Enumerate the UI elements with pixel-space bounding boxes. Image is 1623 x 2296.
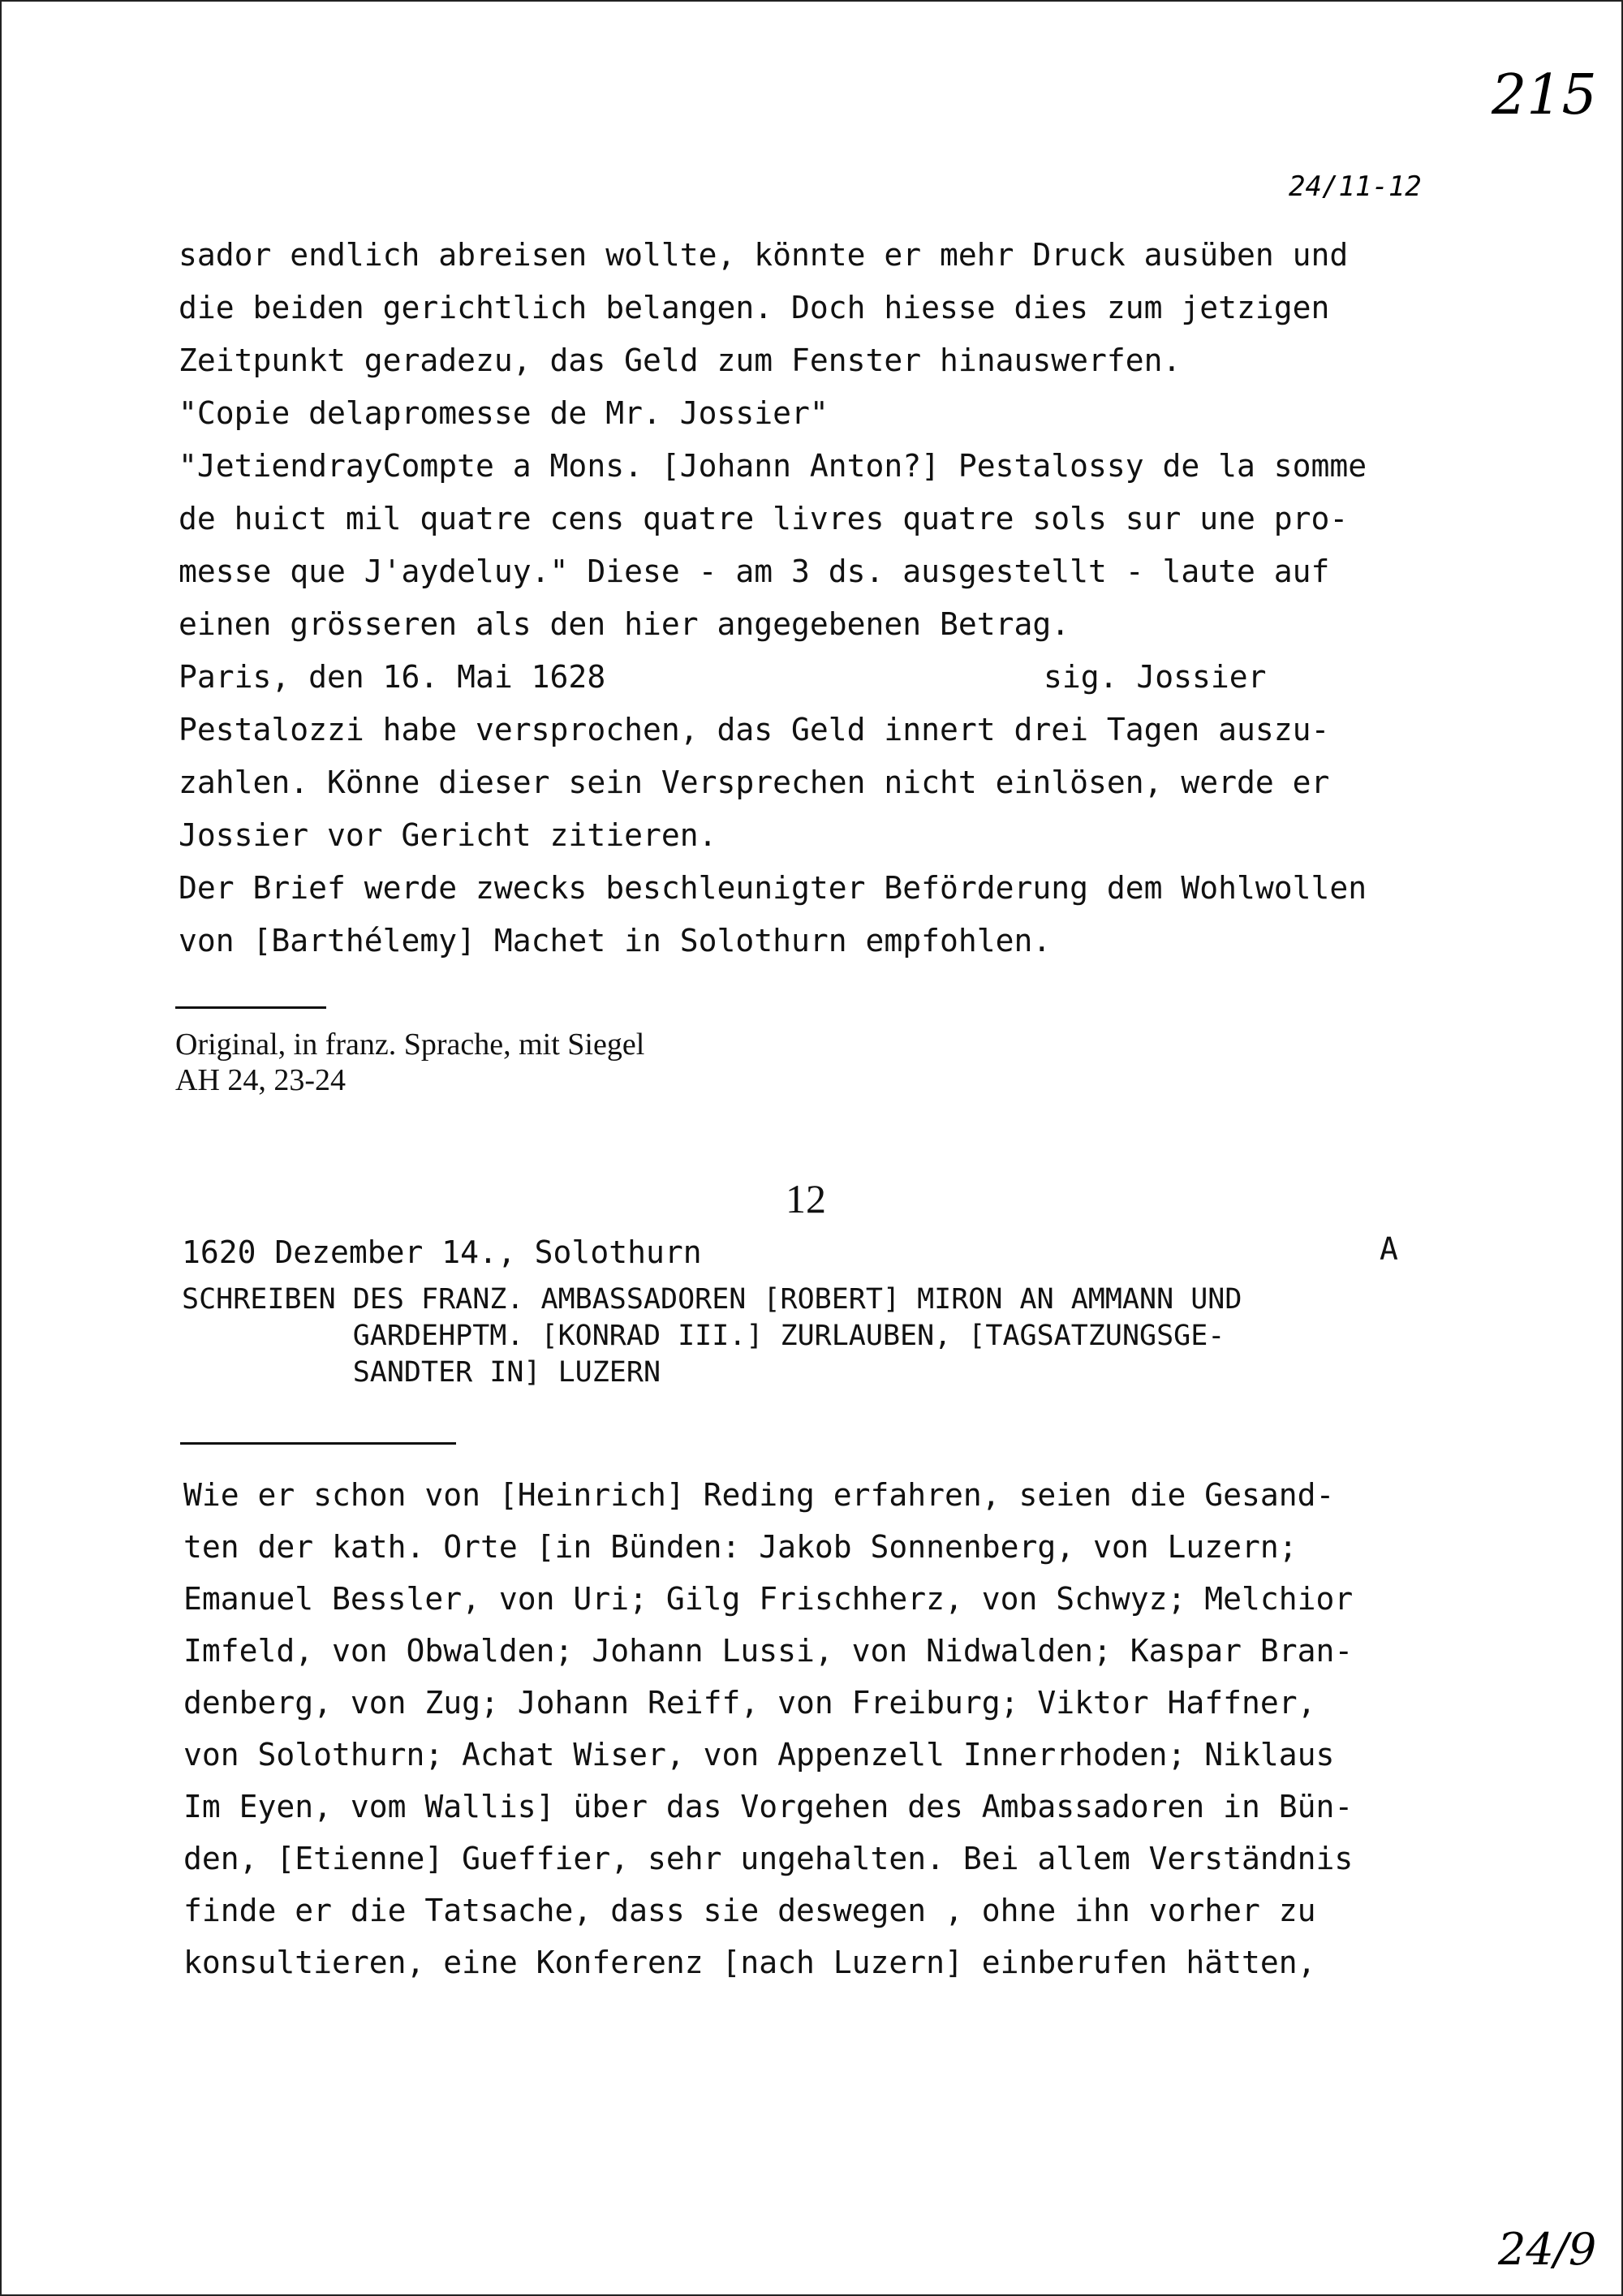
text-line: Im Eyen, vom Wallis] über das Vorgehen des Ambassadoren in Bün- bbox=[183, 1789, 1354, 1824]
text-line: "Copie delapromesse de Mr. Jossier" bbox=[179, 395, 829, 431]
text-line: Jossier vor Gericht zitieren. bbox=[179, 817, 717, 853]
document-code: 24/11-12 bbox=[1289, 170, 1422, 203]
document-title-line: SCHREIBEN DES FRANZ. AMBASSADOREN [ROBERT] MIRON AN AMMANN UND bbox=[182, 1283, 1242, 1316]
text-line: finde er die Tatsache, dass sie deswegen , ohne ihn vorher zu bbox=[183, 1893, 1316, 1928]
text-line: Emanuel Bessler, von Uri; Gilg Frischherz, von Schwyz; Melchior bbox=[183, 1581, 1354, 1617]
text-line: von [Barthélemy] Machet in Solothurn empfohlen. bbox=[179, 923, 1052, 958]
document-date-place: 1620 Dezember 14., Solothurn bbox=[182, 1234, 702, 1270]
text-line: den, [Etienne] Gueffier, sehr ungehalten. Bei allem Verständnis bbox=[183, 1841, 1354, 1876]
text-line: konsultieren, eine Konferenz [nach Luzern] einberufen hätten, bbox=[183, 1945, 1316, 1980]
text-line: messe que J'aydeluy." Diese - am 3 ds. ausgestellt - laute auf bbox=[179, 554, 1330, 589]
document-number: 12 bbox=[786, 1176, 826, 1221]
source-note: Original, in franz. Sprache, mit Siegel bbox=[175, 1027, 645, 1062]
document-title-line: SANDTER IN] LUZERN bbox=[182, 1356, 661, 1389]
text-line: Imfeld, von Obwalden; Johann Lussi, von Nidwalden; Kaspar Bran- bbox=[183, 1633, 1354, 1669]
document-body bbox=[183, 0, 1563, 2029]
handwritten-page-number: 215 bbox=[1492, 63, 1597, 127]
text-line: Wie er schon von [Heinrich] Reding erfahren, seien die Gesand- bbox=[183, 1477, 1335, 1513]
document-title-line: GARDEHPTM. [KONRAD III.] ZURLAUBEN, [TAGSATZUNGSGE- bbox=[182, 1320, 1225, 1352]
archive-reference: AH 24, 23-24 bbox=[175, 1063, 347, 1097]
handwritten-folio-number: 24/9 bbox=[1498, 2224, 1597, 2275]
text-line: denberg, von Zug; Johann Reiff, von Freiburg; Viktor Haffner, bbox=[183, 1685, 1316, 1721]
signature-name: sig. Jossier bbox=[1044, 659, 1267, 695]
text-line: "JetiendrayCompte a Mons. [Johann Anton?] Pestalossy de la somme bbox=[179, 448, 1367, 484]
text-line: einen grösseren als den hier angegebenen Betrag. bbox=[179, 606, 1070, 642]
document-classification: A bbox=[1380, 1231, 1398, 1267]
text-line: ten der kath. Orte [in Bünden: Jakob Sonnenberg, von Luzern; bbox=[183, 1529, 1298, 1565]
text-line: sador endlich abreisen wollte, könnte er mehr Druck ausüben und bbox=[179, 237, 1349, 273]
text-line: von Solothurn; Achat Wiser, von Appenzell Innerrhoden; Niklaus bbox=[183, 1737, 1335, 1773]
text-line: Zeitpunkt geradezu, das Geld zum Fenster hinauswerfen. bbox=[179, 342, 1182, 378]
text-line: zahlen. Könne dieser sein Versprechen nicht einlösen, werde er bbox=[179, 765, 1330, 800]
text-line: Der Brief werde zwecks beschleunigter Beförderung dem Wohlwollen bbox=[179, 870, 1367, 906]
text-line: die beiden gerichtlich belangen. Doch hiesse dies zum jetzigen bbox=[179, 290, 1330, 325]
signature-place-date: Paris, den 16. Mai 1628 bbox=[179, 659, 606, 695]
text-line: de huict mil quatre cens quatre livres quatre sols sur une pro- bbox=[179, 501, 1349, 536]
text-line: Pestalozzi habe versprochen, das Geld innert drei Tagen auszu- bbox=[179, 712, 1330, 747]
